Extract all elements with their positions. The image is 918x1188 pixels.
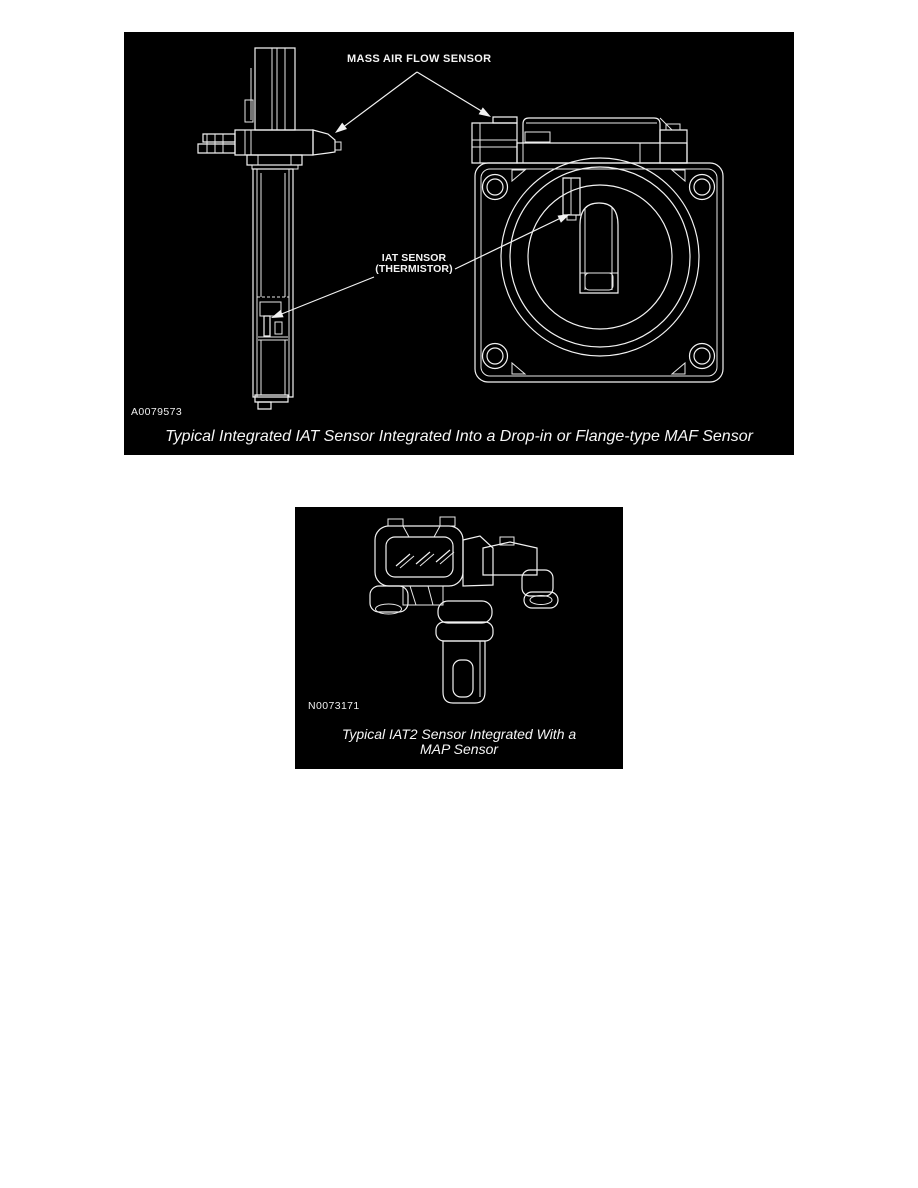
figure2-caption-line2: MAP Sensor: [419, 741, 499, 757]
iat-sensor-label: [372, 253, 456, 274]
iat-sensor-label-line2: (THERMISTOR): [375, 262, 453, 275]
figure2-id-code: N0073171: [308, 700, 360, 712]
figure1-id-code: A0079573: [131, 406, 183, 418]
mass-air-flow-sensor-label: MASS AIR FLOW SENSOR: [347, 53, 492, 65]
figure2-caption-line1: Typical IAT2 Sensor Integrated With a: [341, 726, 577, 742]
maf-side-view-drawing: [198, 48, 341, 409]
map-sensor-line-art: [370, 517, 558, 703]
figure2-caption: [295, 727, 623, 757]
maf-drawings-svg: [124, 32, 794, 455]
figure-iat-maf-panel: [124, 32, 794, 455]
figure1-caption: Typical Integrated IAT Sensor Integrated Into a Drop-in or Flange-type MAF Sensor: [165, 428, 753, 445]
iat-sensor-label-line1: IAT SENSOR: [381, 252, 447, 264]
figure-iat2-map-panel: [295, 507, 623, 769]
maf-leader-arrows: [335, 72, 491, 133]
maf-front-view-drawing: [472, 117, 723, 382]
